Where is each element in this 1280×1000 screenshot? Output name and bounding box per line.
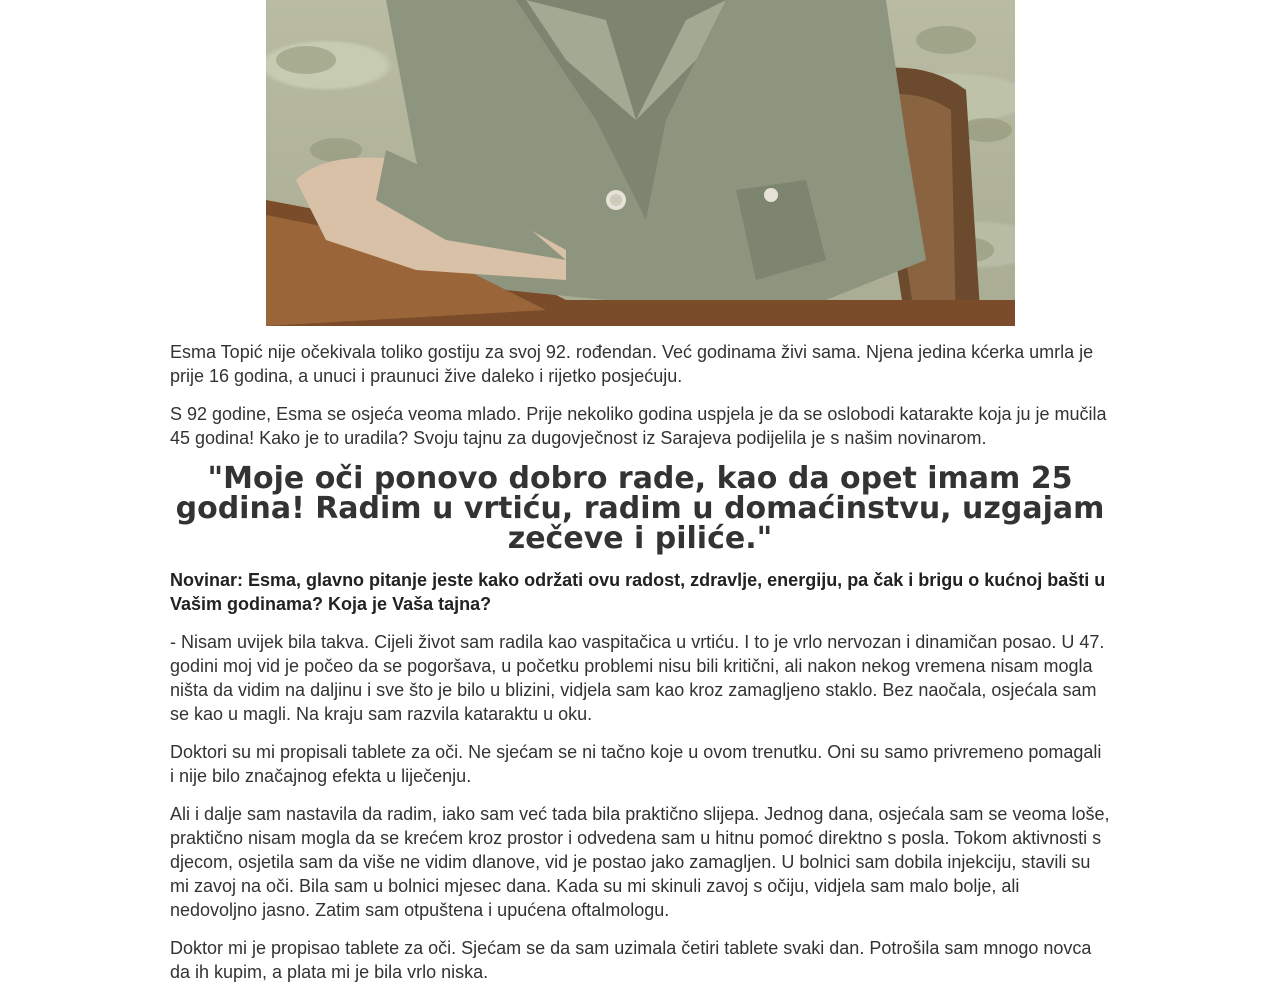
pull-quote: "Moje oči ponovo dobro rade, kao da opet imam 25 godina! Radim u vrtiću, radim u domaćinstvu, uzgajam zečeve i piliće."	[175, 461, 1105, 556]
article-body	[170, 340, 1110, 998]
interview-question: Novinar: Esma, glavno pitanje jeste kako održati ovu radost, zdravlje, energiju, pa čak i brigu o kućnoj bašti u Vašim godinama? Koja je Vaša tajna?	[170, 570, 1106, 614]
portrait-photo-icon	[266, 0, 1015, 326]
article-photo	[266, 0, 1015, 326]
answer-paragraph-3: Ali i dalje sam nastavila da radim, iako sam već tada bila praktično slijepa. Jednog dana, osjećala sam se veoma loše, praktično nisam mogla da se krećem kroz prostor i odvedena sam u hitnu pomoć direktno s posla. Tokom aktivnosti s djecom, osjetila sam da više ne vidim dlanove, vid je postao jako zamagljen. U bolnici sam dobila injekciju, stavili su mi zavoj na oči. Bila sam u bolnici mjesec dana. Kada su mi skinuli zavoj s očiju, vidjela sam malo bolje, ali nedovoljno jasno. Zatim sam otpuštena i upućena oftalmologu.	[170, 804, 1110, 920]
intro-paragraph-2: S 92 godine, Esma se osjeća veoma mlado. Prije nekoliko godina uspjela je da se oslobodi katarakte koja ju je mučila 45 godina! Kako je to uradila? Svoju tajnu za dugovječnost iz Sarajeva podijelila je s našim novinarom.	[170, 404, 1107, 448]
answer-paragraph-2: Doktori su mi propisali tablete za oči. Ne sjećam se ni tačno koje u ovom trenutku. Oni su samo privremeno pomagali i nije bilo značajnog efekta u liječenju.	[170, 742, 1102, 786]
answer-paragraph-1: - Nisam uvijek bila takva. Cijeli život sam radila kao vaspitačica u vrtiću. I to je vrlo nervozan i dinamičan posao. U 47. godini moj vid je počeo da se pogoršava, u početku problemi nisu bili kritični, ali nakon nekog vremena nisam mogla ništa da vidim na daljinu i sve što je bilo u blizini, vidjela sam kao kroz zamagljeno staklo. Bez naočala, osjećala sam se kao u magli. Na kraju sam razvila kataraktu u oku.	[170, 632, 1105, 724]
answer-paragraph-4: Doktor mi je propisao tablete za oči. Sjećam se da sam uzimala četiri tablete svaki dan. Potrošila sam mnogo novca da ih kupim, a plata mi je bila vrlo niska.	[170, 938, 1092, 982]
intro-paragraph-1: Esma Topić nije očekivala toliko gostiju za svoj 92. rođendan. Već godinama živi sama. Njena jedina kćerka umrla je prije 16 godina, a unuci i praunuci žive daleko i rijetko posjećuju.	[170, 342, 1094, 386]
